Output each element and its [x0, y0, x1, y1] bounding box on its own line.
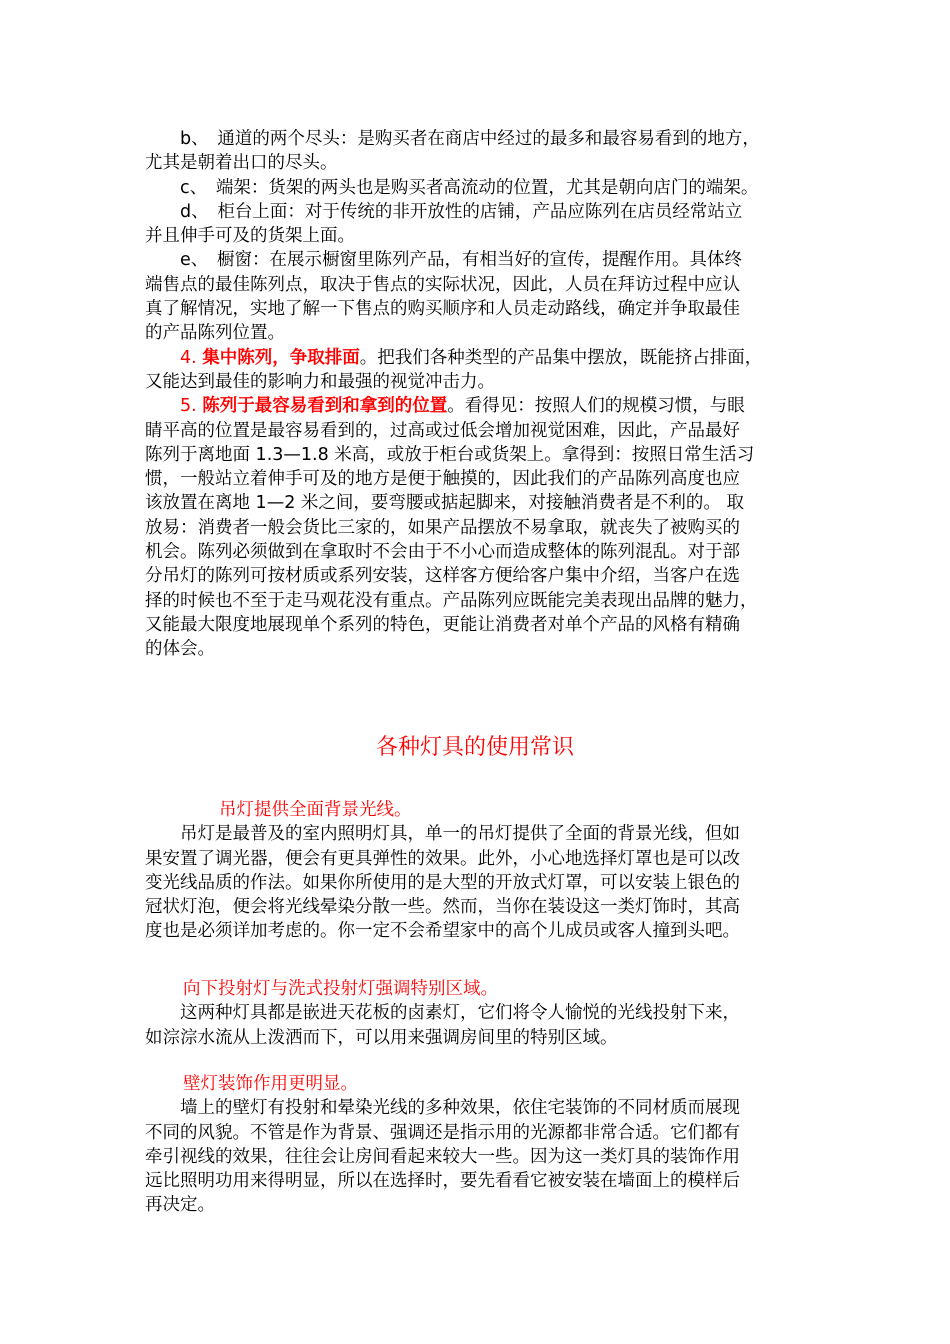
item-b-line-1: b、 通道的两个尽头：是购买者在商店中经过的最多和最容易看到的地方， — [145, 129, 760, 149]
point-5-text: 。看得见：按照人们的规模习惯，与眼 — [447, 396, 745, 417]
item-d-line-2: 并且伸手可及的货架上面。 — [145, 226, 355, 247]
downlight-heading: 向下投射灯与洗式投射灯强调特别区域。 — [183, 979, 498, 999]
item-e-line-2: 端售点的最佳陈列点，取决于售点的实际状况，因此，人员在拜访过程中应认 — [145, 274, 740, 295]
item-d-line-1: d、 柜台上面：对于传统的非开放性的店铺，产品应陈列在店员经常站立 — [145, 201, 743, 222]
point-4-heading: 集中陈列，争取排面 — [202, 347, 360, 368]
point-5-line-2: 睛平高的位置是最容易看到的，过高或过低会增加视觉困难，因此，产品最好 — [145, 420, 740, 441]
pendant-lamp-heading: 吊灯提供全面背景光线。 — [219, 800, 412, 820]
display-points-section — [145, 127, 810, 662]
downlight-line-2: 如淙淙水流从上泼洒而下，可以用来强调房间里的特别区域。 — [145, 1027, 618, 1048]
section-title: 各种灯具的使用常识 — [375, 735, 574, 760]
point-5-line-9: 择的时候也不至于走马观花没有重点。产品陈列应既能完美表现出品牌的魅力， — [145, 590, 758, 611]
pendant-line-1: 吊灯是最普及的室内照明灯具，单一的吊灯提供了全面的背景光线，但如 — [145, 824, 740, 845]
point-5-line-4: 惯，一般站立着伸手可及的地方是便于触摸的，因此我们的产品陈列高度也应 — [145, 469, 740, 490]
pendant-line-4: 冠状灯泡，便会将光线晕染分散一些。然而，当你在装设这一类灯饰时，其高 — [145, 897, 740, 918]
wall-line-3: 牵引视线的效果，往往会让房间看起来较大一些。因为这一类灯具的装饰作用 — [145, 1146, 740, 1167]
point-5-line-10: 又能最大限度地展现单个系列的特色，更能让消费者对单个产品的风格有精确 — [145, 614, 740, 635]
wall-line-1: 墙上的壁灯有投射和晕染光线的多种效果，依住宅装饰的不同材质而展现 — [145, 1098, 740, 1119]
point-4-text: 。把我们各种类型的产品集中摆放，既能挤占排面， — [359, 347, 763, 368]
point-5-line-6: 放易：消费者一般会货比三家的，如果产品摆放不易拿取，就丧失了被购买的 — [145, 517, 740, 538]
item-b-line-2: 尤其是朝着出口的尽头。 — [145, 153, 338, 174]
point-5-line-3: 陈列于离地面 1.3—1.8 米高，或放于柜台或货架上。拿得到：按照日常生活习 — [145, 444, 755, 465]
point-5-number: 5. — [145, 396, 197, 417]
point-5-line-7: 机会。陈列必须做到在拿取时不会由于不小心而造成整体的陈列混乱。对于部 — [145, 542, 740, 563]
downlight-line-1: 这两种灯具都是嵌进天花板的卤素灯，它们将令人愉悦的光线投射下来， — [145, 1003, 740, 1024]
wall-line-2: 不同的风貌。不管是作为背景、强调还是指示用的光源都非常合适。它们都有 — [145, 1122, 740, 1143]
item-e-line-4: 的产品陈列位置。 — [145, 323, 285, 344]
pendant-line-5: 度也是必须详加考虑的。你一定不会希望家中的高个儿成员或客人撞到头吧。 — [145, 921, 740, 942]
point-4-line-2: 又能达到最佳的影响力和最强的视觉冲击力。 — [145, 371, 495, 392]
point-5-line-5: 该放置在离地 1—2 米之间，要弯腰或掂起脚来，对接触消费者是不利的。 取 — [145, 493, 744, 514]
item-e-line-1: e、 橱窗：在展示橱窗里陈列产品，有相当好的宣传，提醒作用。具体终 — [145, 250, 743, 271]
pendant-line-2: 果安置了调光器，便会有更具弹性的效果。此外，小心地选择灯罩也是可以改 — [145, 848, 740, 869]
point-4-number: 4. — [145, 347, 197, 368]
downlight-section — [145, 977, 810, 1050]
item-c-line-1: c、 端架：货架的两头也是购买者高流动的位置，尤其是朝向店门的端架。 — [145, 177, 759, 198]
point-5-line-11: 的体会。 — [145, 639, 215, 660]
point-4-line-1 — [145, 346, 810, 370]
item-e-line-3: 真了解情况，实地了解一下售点的购买顺序和人员走动路线，确定并争取最佳 — [145, 299, 740, 320]
pendant-line-3: 变光线品质的作法。如果你所使用的是大型的开放式灯罩，可以安装上银色的 — [145, 872, 740, 893]
point-5-line-1 — [145, 394, 810, 418]
wall-line-4: 远比照明功用来得明显，所以在选择时，要先看看它被安装在墙面上的模样后 — [145, 1171, 740, 1192]
point-5-heading: 陈列于最容易看到和拿到的位置 — [202, 396, 448, 417]
point-5-line-8: 分吊灯的陈列可按材质或系列安装，这样客方便给客户集中介绍，当客户在选 — [145, 566, 740, 587]
wall-lamp-section — [145, 1072, 810, 1218]
wall-lamp-heading: 壁灯装饰作用更明显。 — [183, 1074, 358, 1094]
wall-line-5: 再决定。 — [145, 1195, 215, 1216]
pendant-lamp-section — [145, 798, 810, 944]
